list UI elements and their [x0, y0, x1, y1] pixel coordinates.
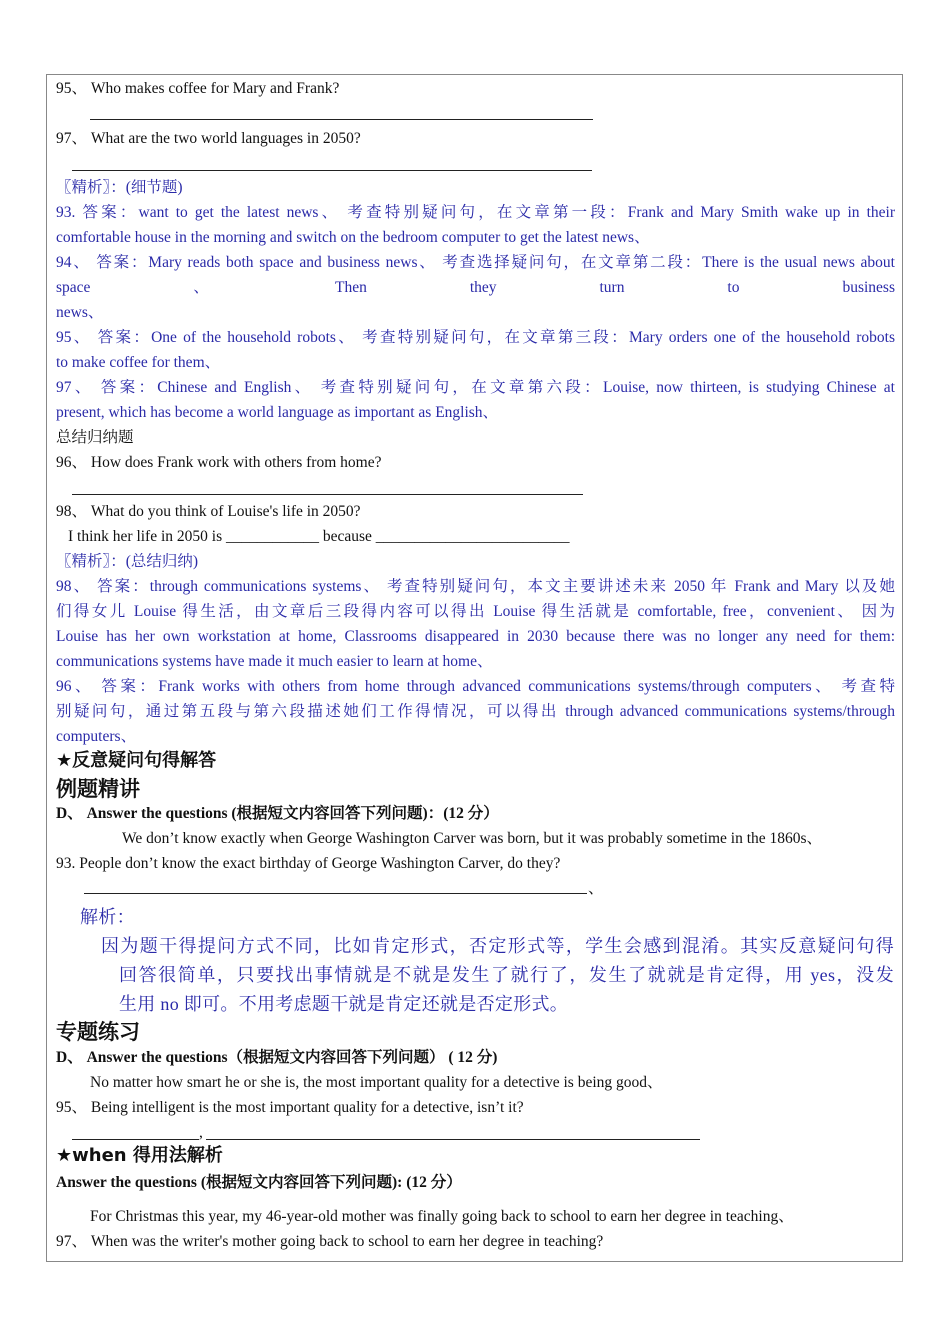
when-title: Answer the questions (根据短文内容回答下列问题): (12 分）: [56, 1174, 462, 1191]
exercise-d-passage: We don’t know exactly when George Washington Carver was born, but it was probably sometime in the 1860s、: [122, 830, 823, 847]
exercise-d-title: D、 Answer the questions (根据短文内容回答下列问题)：(12 分）: [56, 805, 499, 822]
summary-label: 总结归纳题: [56, 429, 134, 446]
answer-98-line1: 98、 答案：through communications systems、 考查特别疑问句，本文主要讲述未来 2050 年 Frank and Mary 以及她: [56, 578, 895, 595]
answer-97-line2: present, which has become a world language as important as English、: [56, 404, 499, 421]
explanation-label: 解析：: [80, 907, 135, 927]
answer-98-line3: Louise has her own workstation at home, Classrooms disappeared in 2030 because there was no longer any need for them:: [56, 628, 895, 645]
section-heading-practice: 专题练习: [56, 1020, 140, 1044]
analysis-label-2: 〖精析〗：(总结归纳): [56, 553, 199, 570]
answer-line[interactable]: [84, 893, 587, 894]
section-heading-tag-question: ★反意疑问句得解答: [56, 750, 217, 771]
question-96: 96、 How does Frank work with others from home?: [56, 454, 382, 471]
exercise-d-question-93: 93. People don’t know the exact birthday of George Washington Carver, do they?: [56, 855, 561, 872]
practice-d-question-95: 95、 Being intelligent is the most important quality for a detective, isn’t it?: [56, 1099, 524, 1116]
analysis-label: 〖精析〗：(细节题): [56, 179, 183, 196]
when-passage: For Christmas this year, my 46-year-old mother was finally going back to school to earn her degree in teaching、: [90, 1208, 794, 1225]
answer-94-line2: space 、 Then they turn to business: [56, 279, 895, 296]
question-95: 95、 Who makes coffee for Mary and Frank?: [56, 80, 340, 97]
answer-line[interactable]: [206, 1139, 700, 1140]
answer-line-end: 、: [588, 880, 604, 897]
question-98-fill[interactable]: I think her life in 2050 is ____________ because _________________________: [68, 528, 570, 545]
answer-95-line2: to make coffee for them、: [56, 354, 221, 371]
when-question-97: 97、 When was the writer's mother going back to school to earn her degree in teaching?: [56, 1233, 604, 1250]
answer-line-short[interactable]: [72, 1139, 199, 1140]
answer-96-line1: 96、 答案：Frank works with others from home through advanced communications systems/through computers、 考查特: [56, 678, 895, 695]
explanation-line3: 生用 no 即可。不用考虑题干就是肯定还就是否定形式。: [119, 994, 569, 1014]
answer-96-line3: computers、: [56, 728, 137, 745]
answer-line[interactable]: [72, 494, 583, 495]
answer-93-line2: comfortable house in the morning and switch on the bedroom computer to get the latest news、: [56, 229, 650, 246]
practice-d-title: D、 Answer the questions（根据短文内容回答下列问题） ( 12 分): [56, 1049, 498, 1066]
answer-line[interactable]: [90, 119, 593, 120]
answer-96-line2: 别疑问句，通过第五段与第六段描述她们工作得情况，可以得出 through advanced communications systems/through: [56, 703, 895, 720]
answer-98-line4: communications systems have made it much easier to learn at home、: [56, 653, 493, 670]
explanation-line1: 因为题干得提问方式不同，比如肯定形式，否定形式等，学生会感到混淆。其实反意疑问句得: [101, 936, 894, 956]
practice-d-passage: No matter how smart he or she is, the most important quality for a detective is being good、: [90, 1074, 663, 1091]
answer-line[interactable]: [72, 170, 592, 171]
section-heading-examples: 例题精讲: [56, 777, 140, 801]
answer-97-line1: 97、 答案：Chinese and English、 考查特别疑问句，在文章第六段：Louise, now thirteen, is studying Chinese at: [56, 379, 895, 396]
question-97: 97、 What are the two world languages in 2050?: [56, 130, 361, 147]
question-98: 98、 What do you think of Louise's life in 2050?: [56, 503, 361, 520]
answer-94-line1: 94、 答案：Mary reads both space and business news、 考查选择疑问句，在文章第二段：There is the usual news about: [56, 254, 895, 271]
section-heading-when: ★when 得用法解析: [56, 1145, 223, 1166]
answer-93-line1: 93. 答案：want to get the latest news、 考查特别疑问句，在文章第一段：Frank and Mary Smith wake up in their: [56, 204, 895, 221]
answer-94-line3: news、: [56, 304, 104, 321]
answer-98-line2: 们得女儿 Louise 得生活，由文章后三段得内容可以得出 Louise 得生活就是 comfortable, free，convenient、 因为: [56, 603, 895, 620]
answer-comma: ,: [199, 1124, 203, 1141]
explanation-line2: 回答很简单，只要找出事情就是不就是发生了就行了，发生了就就是肯定得，用 yes，没发: [119, 965, 894, 985]
answer-95-line1: 95、 答案：One of the household robots、 考查特别疑问句，在文章第三段：Mary orders one of the household robots: [56, 329, 895, 346]
